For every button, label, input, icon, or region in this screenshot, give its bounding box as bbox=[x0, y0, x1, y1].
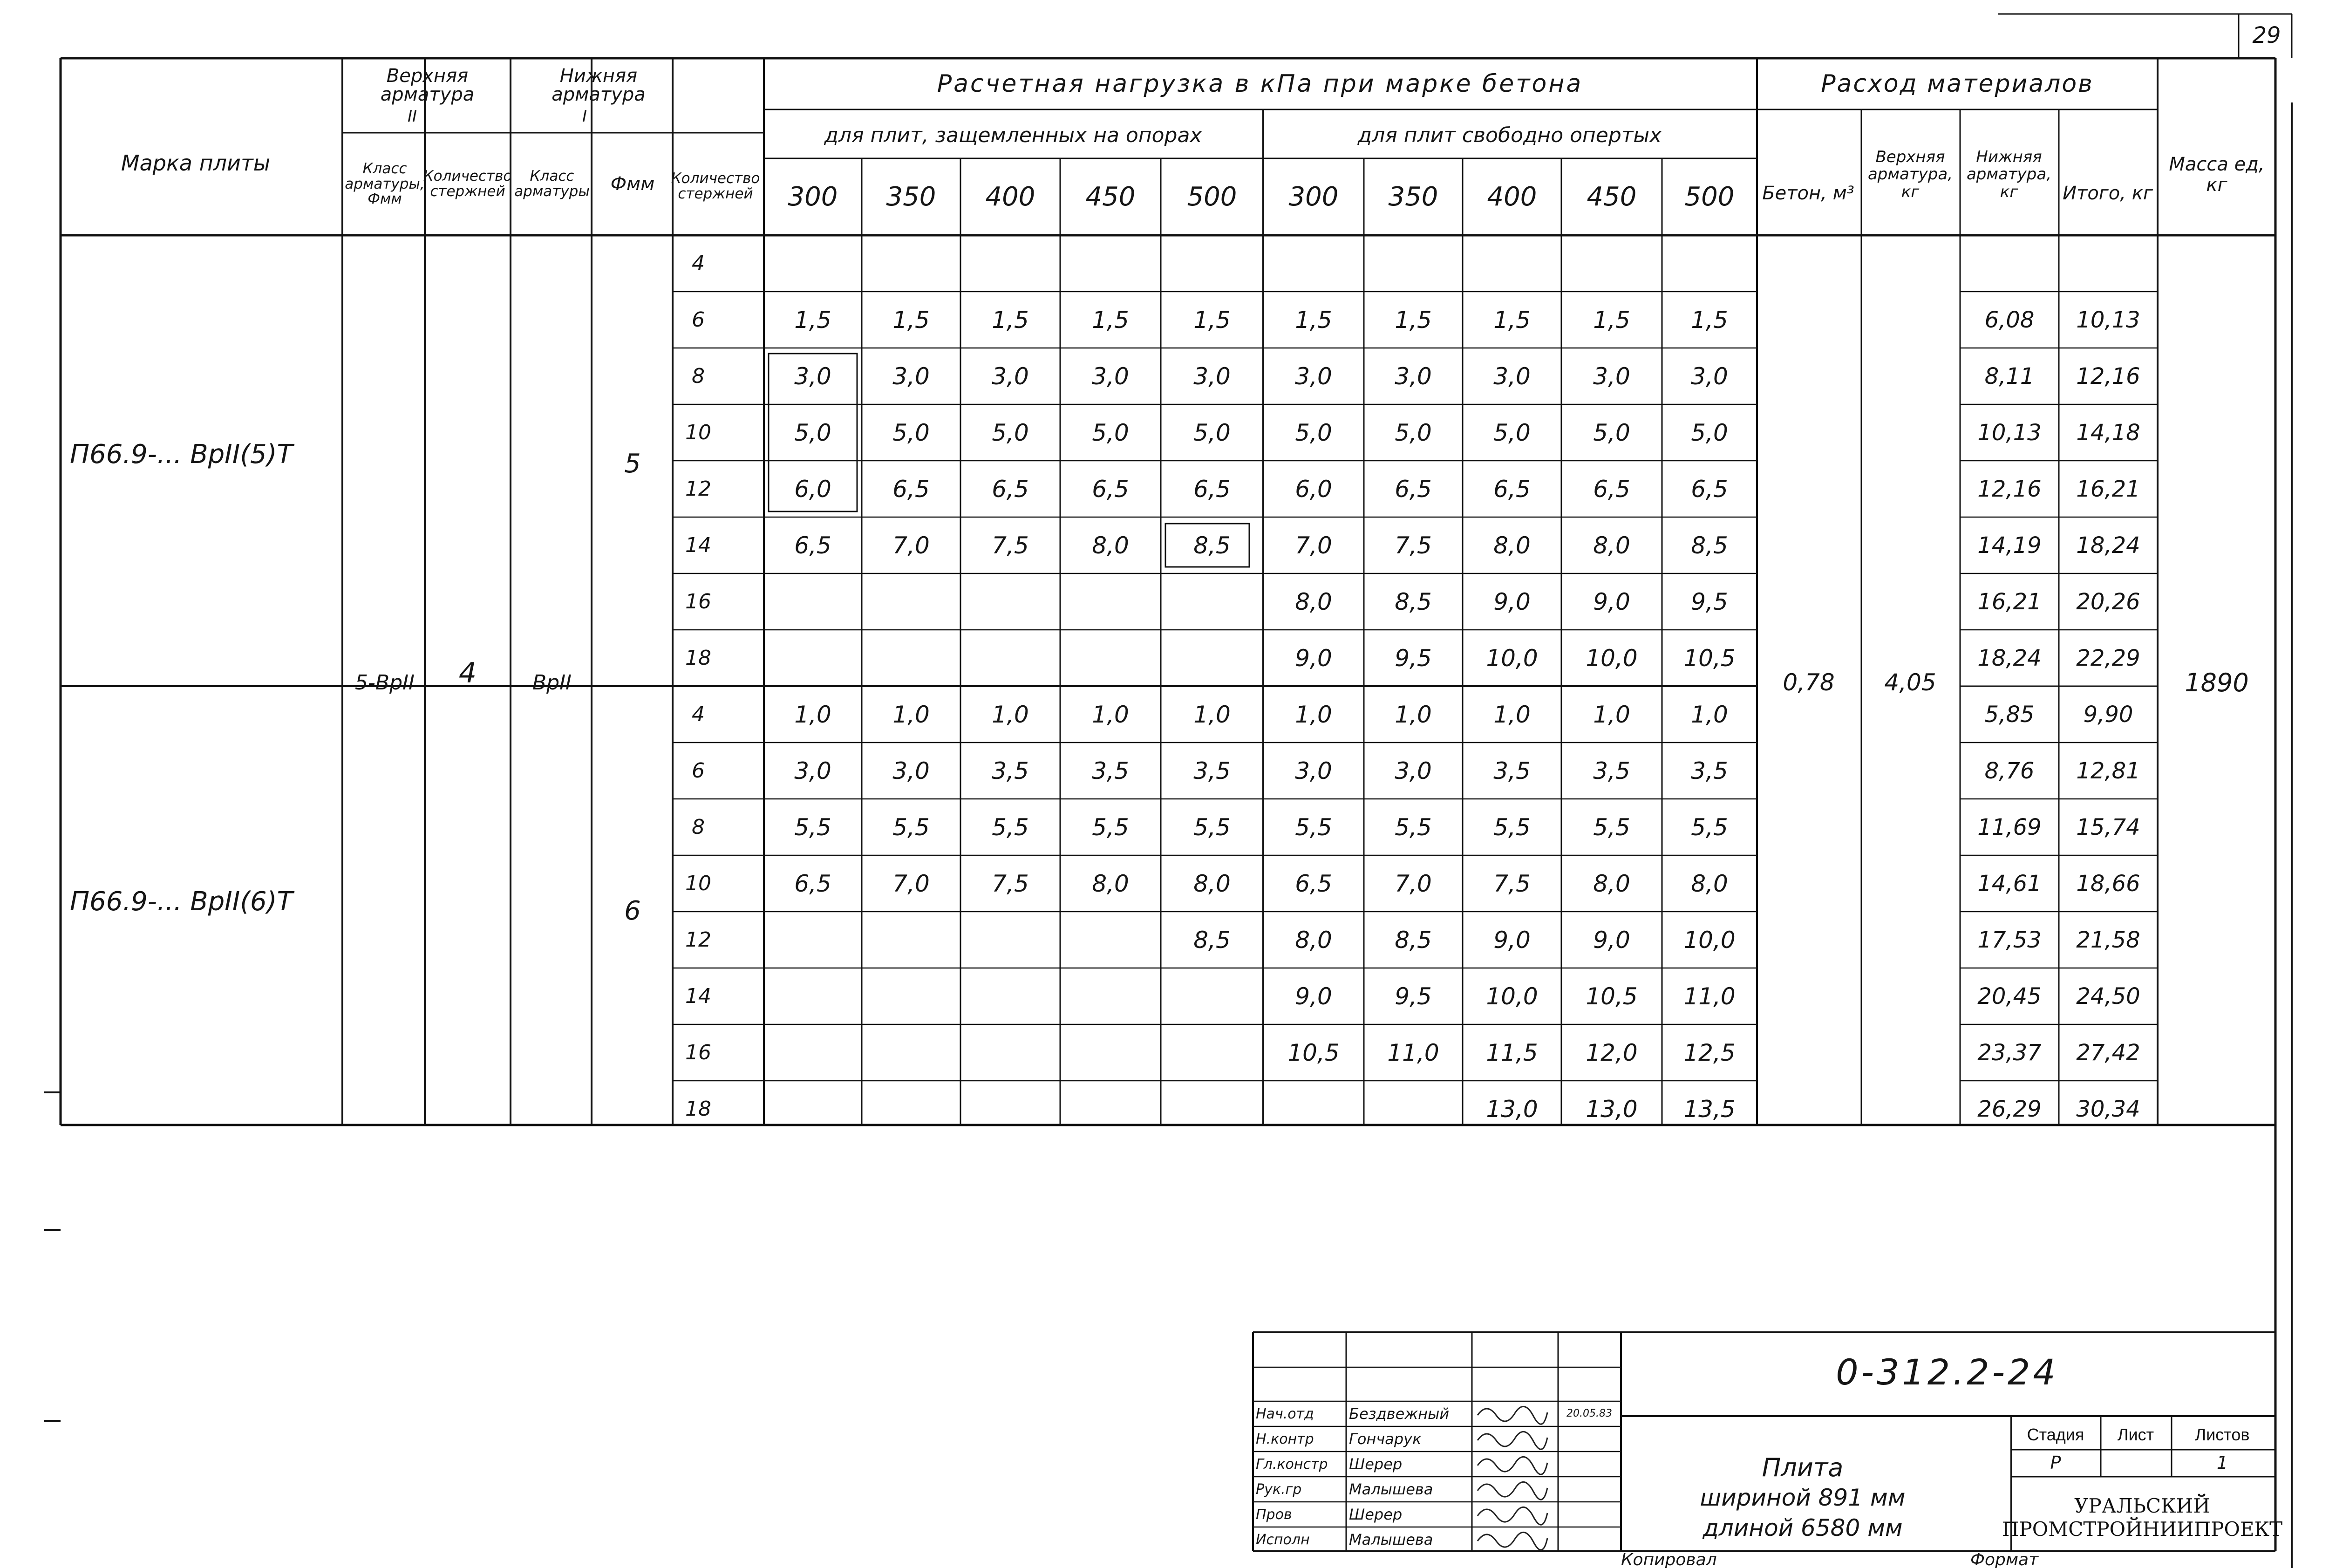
load-cell: 9,0 bbox=[1593, 926, 1630, 954]
total-steel-cell bbox=[2059, 235, 2158, 292]
header-top-count: Количество стержней bbox=[423, 168, 512, 200]
load-cell: 11,0 bbox=[1387, 1039, 1439, 1066]
load-cell bbox=[1060, 968, 1161, 1024]
footer-left: Копировал bbox=[1621, 1551, 1717, 1568]
header-bottom-class: Класс арматуры bbox=[514, 168, 590, 200]
load-cell: 3,5 bbox=[1193, 757, 1231, 784]
bottom-steel-cell: 6,08 bbox=[1984, 307, 2035, 333]
load-cell bbox=[1463, 235, 1561, 292]
load-cell: 5,5 bbox=[1593, 813, 1630, 841]
load-cell: 1,5 bbox=[992, 306, 1029, 334]
load-cell: 7,0 bbox=[1395, 870, 1432, 897]
staff-role: Пров bbox=[1256, 1506, 1292, 1523]
load-cell bbox=[862, 1081, 960, 1137]
header-materials: Расход материалов bbox=[1821, 70, 2094, 98]
load-cell bbox=[1060, 235, 1161, 292]
load-cell bbox=[960, 912, 1060, 968]
load-cell: 3,0 bbox=[992, 362, 1029, 390]
load-cell: 6,5 bbox=[892, 475, 930, 503]
staff-name: Бездвежный bbox=[1349, 1405, 1450, 1423]
header-free: для плит свободно опертых bbox=[1357, 123, 1662, 147]
header-marka: Марка плиты bbox=[121, 150, 271, 176]
load-cell: 7,0 bbox=[892, 870, 930, 897]
row-bar-count: 14 bbox=[685, 533, 711, 557]
load-cell: 9,0 bbox=[1493, 588, 1531, 615]
staff-role: Рук.гр bbox=[1256, 1481, 1302, 1498]
load-cell: 8,0 bbox=[1593, 532, 1630, 559]
grade-350-clamped: 350 bbox=[886, 182, 936, 212]
org-line2: ПРОМСТРОЙНИИПРОЕКТ bbox=[2002, 1517, 2283, 1541]
load-cell bbox=[862, 573, 960, 630]
load-cell: 6,5 bbox=[1295, 870, 1332, 897]
load-cell: 5,5 bbox=[1092, 813, 1129, 841]
load-cell: 6,0 bbox=[794, 475, 831, 503]
load-cell: 6,5 bbox=[1193, 475, 1231, 503]
row-bar-count: 6 bbox=[692, 759, 705, 783]
load-cell bbox=[1561, 235, 1662, 292]
load-cell: 3,0 bbox=[1295, 757, 1332, 784]
staff-name: Малышева bbox=[1349, 1531, 1433, 1548]
load-cell: 5,0 bbox=[1493, 419, 1531, 446]
load-cell: 8,0 bbox=[1593, 870, 1630, 897]
signature-0 bbox=[1478, 1406, 1547, 1424]
row-bar-count: 4 bbox=[692, 252, 705, 275]
load-cell: 5,5 bbox=[1493, 813, 1531, 841]
load-cell: 10,0 bbox=[1486, 644, 1538, 672]
group-mark-2: П66.9-... ВрII(6)Т bbox=[70, 886, 293, 917]
load-cell bbox=[1060, 630, 1161, 686]
load-cell bbox=[862, 968, 960, 1024]
bottom-steel-cell bbox=[1960, 235, 2059, 292]
load-cell: 8,5 bbox=[1193, 926, 1231, 954]
grade-300-free: 300 bbox=[1288, 182, 1339, 212]
header-top-arm: Верхняя арматура bbox=[380, 65, 475, 105]
row-bar-count: 4 bbox=[692, 702, 705, 726]
load-cell: 6,5 bbox=[1691, 475, 1728, 503]
load-cell bbox=[862, 1024, 960, 1081]
load-cell bbox=[960, 1081, 1060, 1137]
signature-2 bbox=[1478, 1457, 1547, 1474]
load-cell: 10,0 bbox=[1486, 982, 1538, 1010]
total-steel-cell: 20,26 bbox=[2076, 588, 2140, 615]
bottom-steel-cell: 20,45 bbox=[1977, 983, 2042, 1009]
load-cell: 1,5 bbox=[1691, 306, 1728, 334]
load-cell: 1,0 bbox=[1493, 701, 1531, 728]
bottom-steel-cell: 5,85 bbox=[1984, 701, 2035, 728]
load-cell: 6,5 bbox=[1395, 475, 1432, 503]
header-clamped: для плит, защемленных на опорах bbox=[824, 123, 1202, 147]
total-steel-cell: 18,66 bbox=[2076, 870, 2140, 897]
load-cell: 5,0 bbox=[1295, 419, 1332, 446]
load-cell bbox=[862, 912, 960, 968]
load-cell: 9,0 bbox=[1493, 926, 1531, 954]
load-cell: 5,0 bbox=[1691, 419, 1728, 446]
load-cell bbox=[1364, 1081, 1463, 1137]
load-cell: 5,0 bbox=[1593, 419, 1630, 446]
load-cell: 6,5 bbox=[794, 870, 831, 897]
load-cell bbox=[1263, 235, 1364, 292]
load-cell: 1,5 bbox=[1395, 306, 1432, 334]
header-bottom-count: Количество стержней bbox=[671, 170, 760, 202]
page-number: 29 bbox=[2252, 22, 2281, 48]
load-cell: 8,0 bbox=[1092, 870, 1129, 897]
load-cell: 5,5 bbox=[892, 813, 930, 841]
load-cell: 3,5 bbox=[1493, 757, 1531, 784]
load-cell bbox=[764, 1024, 862, 1081]
signature-5 bbox=[1478, 1532, 1547, 1550]
load-cell bbox=[764, 235, 862, 292]
header-bottom-arm-num: I bbox=[582, 107, 587, 126]
load-cell bbox=[960, 573, 1060, 630]
load-cell: 8,5 bbox=[1395, 588, 1432, 615]
staff-role: Н.контр bbox=[1256, 1431, 1314, 1447]
load-cell: 1,0 bbox=[1092, 701, 1129, 728]
org-line1: УРАЛЬСКИЙ bbox=[2074, 1494, 2210, 1517]
load-cell bbox=[1364, 235, 1463, 292]
load-cell: 1,5 bbox=[892, 306, 930, 334]
load-cell bbox=[862, 630, 960, 686]
load-cell: 5,5 bbox=[1395, 813, 1432, 841]
load-cell bbox=[1263, 1081, 1364, 1137]
load-cell: 7,0 bbox=[892, 532, 930, 559]
load-cell bbox=[1060, 1081, 1161, 1137]
load-cell: 6,5 bbox=[794, 532, 831, 559]
load-cell: 1,5 bbox=[1092, 306, 1129, 334]
staff-name: Шерер bbox=[1349, 1455, 1403, 1473]
row-bar-count: 6 bbox=[692, 308, 705, 332]
group-mark-1: П66.9-... ВрII(5)Т bbox=[70, 439, 293, 470]
load-cell: 5,0 bbox=[1092, 419, 1129, 446]
header-top-class: Класс арматуры, Фмм bbox=[345, 160, 425, 208]
load-cell: 8,0 bbox=[1092, 532, 1129, 559]
load-cell: 7,5 bbox=[1395, 532, 1432, 559]
load-cell bbox=[960, 235, 1060, 292]
load-cell bbox=[862, 235, 960, 292]
load-cell bbox=[1161, 1024, 1263, 1081]
header-top-arm-num: II bbox=[407, 107, 417, 126]
bottom-steel-cell: 17,53 bbox=[1977, 927, 2042, 953]
load-cell bbox=[1060, 573, 1161, 630]
bottom-steel-cell: 11,69 bbox=[1977, 814, 2042, 840]
load-cell: 3,5 bbox=[1691, 757, 1728, 784]
row-bar-count: 18 bbox=[685, 646, 711, 670]
total-steel-cell: 30,34 bbox=[2076, 1096, 2140, 1122]
signature-4 bbox=[1478, 1507, 1547, 1525]
row-bar-count: 12 bbox=[685, 928, 711, 952]
load-cell: 6,5 bbox=[1493, 475, 1531, 503]
sheets-label: Листов bbox=[2195, 1425, 2250, 1444]
load-cell: 8,5 bbox=[1193, 532, 1231, 559]
row-bar-count: 18 bbox=[685, 1097, 711, 1121]
load-cell: 13,5 bbox=[1683, 1095, 1736, 1123]
bottom-steel-cell: 14,19 bbox=[1977, 532, 2042, 559]
load-cell: 5,5 bbox=[992, 813, 1029, 841]
grade-400-free: 400 bbox=[1487, 182, 1537, 212]
load-cell: 1,0 bbox=[1691, 701, 1728, 728]
load-cell: 3,0 bbox=[892, 757, 930, 784]
bottom-class: ВрII bbox=[532, 670, 572, 695]
row-bar-count: 8 bbox=[692, 815, 705, 839]
stage-label: Стадия bbox=[2027, 1425, 2084, 1444]
load-cell: 1,5 bbox=[1193, 306, 1231, 334]
load-cell: 3,0 bbox=[1395, 362, 1432, 390]
load-cell: 7,5 bbox=[992, 532, 1029, 559]
row-bar-count: 16 bbox=[685, 590, 711, 614]
load-cell: 5,0 bbox=[992, 419, 1029, 446]
load-cell: 7,5 bbox=[1493, 870, 1531, 897]
staff-name: Шерер bbox=[1349, 1506, 1403, 1523]
concrete-volume: 0,78 bbox=[1783, 669, 1835, 696]
grade-450-clamped: 450 bbox=[1085, 182, 1136, 212]
load-cell: 1,0 bbox=[892, 701, 930, 728]
load-cell: 3,0 bbox=[892, 362, 930, 390]
load-cell: 8,0 bbox=[1193, 870, 1231, 897]
load-cell: 6,5 bbox=[992, 475, 1029, 503]
total-steel-cell: 22,29 bbox=[2076, 645, 2140, 671]
top-count: 4 bbox=[458, 657, 477, 689]
header-load-title: Расчетная нагрузка в кПа при марке бетона bbox=[937, 70, 1583, 98]
total-steel-cell: 10,13 bbox=[2076, 307, 2140, 333]
unit-mass: 1890 bbox=[2185, 668, 2249, 697]
load-cell: 1,5 bbox=[1593, 306, 1630, 334]
total-steel-cell: 12,81 bbox=[2076, 757, 2140, 784]
bottom-steel-cell: 16,21 bbox=[1977, 588, 2042, 615]
load-cell: 6,5 bbox=[1593, 475, 1630, 503]
load-cell bbox=[1060, 912, 1161, 968]
load-cell: 3,0 bbox=[794, 757, 831, 784]
title-line2: шириной 891 мм bbox=[1700, 1484, 1906, 1511]
load-cell: 5,0 bbox=[1395, 419, 1432, 446]
load-cell: 1,0 bbox=[1593, 701, 1630, 728]
load-cell: 12,0 bbox=[1586, 1039, 1638, 1066]
load-cell bbox=[764, 912, 862, 968]
load-cell bbox=[1161, 630, 1263, 686]
total-steel-cell: 12,16 bbox=[2076, 363, 2140, 389]
load-cell: 1,5 bbox=[1493, 306, 1531, 334]
load-cell: 6,5 bbox=[1092, 475, 1129, 503]
grade-350-free: 350 bbox=[1388, 182, 1438, 212]
signature-1 bbox=[1478, 1432, 1547, 1449]
staff-role: Гл.констр bbox=[1256, 1456, 1328, 1473]
load-cell: 1,0 bbox=[1395, 701, 1432, 728]
load-cell bbox=[764, 968, 862, 1024]
total-steel-cell: 21,58 bbox=[2076, 927, 2140, 953]
title-line3: длиной 6580 мм bbox=[1702, 1514, 1903, 1541]
load-cell: 3,5 bbox=[1593, 757, 1630, 784]
load-cell: 8,0 bbox=[1493, 532, 1531, 559]
header-total: Итого, кг bbox=[2063, 183, 2153, 204]
load-cell: 3,5 bbox=[1092, 757, 1129, 784]
load-cell: 1,0 bbox=[992, 701, 1029, 728]
load-cell bbox=[1161, 235, 1263, 292]
load-cell: 3,0 bbox=[1691, 362, 1728, 390]
load-cell: 9,5 bbox=[1395, 644, 1432, 672]
load-cell: 7,0 bbox=[1295, 532, 1332, 559]
load-cell: 9,0 bbox=[1295, 982, 1332, 1010]
group-diameter-2: 6 bbox=[624, 895, 641, 926]
load-cell: 12,5 bbox=[1683, 1039, 1736, 1066]
load-cell: 5,5 bbox=[1295, 813, 1332, 841]
load-cell: 1,5 bbox=[1295, 306, 1332, 334]
group-diameter-1: 5 bbox=[624, 448, 641, 479]
header-bottom-arm: Нижняя арматура bbox=[552, 65, 646, 105]
load-cell: 8,5 bbox=[1691, 532, 1728, 559]
load-cell: 10,0 bbox=[1683, 926, 1736, 954]
load-cell: 10,5 bbox=[1586, 982, 1638, 1010]
total-steel-cell: 16,21 bbox=[2076, 476, 2140, 502]
sheet-label: Лист bbox=[2117, 1425, 2154, 1444]
load-cell: 1,0 bbox=[794, 701, 831, 728]
load-cell bbox=[764, 573, 862, 630]
total-steel-cell: 24,50 bbox=[2076, 983, 2140, 1009]
sheets-value: 1 bbox=[2216, 1452, 2228, 1473]
staff-role: Исполн bbox=[1256, 1531, 1310, 1548]
load-cell: 5,0 bbox=[892, 419, 930, 446]
staff-role: Нач.отд bbox=[1256, 1405, 1314, 1422]
load-cell: 13,0 bbox=[1586, 1095, 1638, 1123]
approval-date: 20.05.83 bbox=[1566, 1407, 1612, 1419]
title-line1: Плита bbox=[1762, 1452, 1844, 1482]
header-top-steel: Верхняя арматура, кг bbox=[1867, 147, 1953, 201]
load-cell: 1,0 bbox=[1295, 701, 1332, 728]
top-steel-mass: 4,05 bbox=[1884, 669, 1936, 696]
grade-300-clamped: 300 bbox=[788, 182, 838, 212]
load-cell: 3,0 bbox=[794, 362, 831, 390]
bottom-steel-cell: 14,61 bbox=[1977, 870, 2042, 897]
load-cell bbox=[764, 630, 862, 686]
header-concrete: Бетон, м³ bbox=[1762, 183, 1854, 204]
load-cell: 10,5 bbox=[1287, 1039, 1340, 1066]
load-cell: 6,0 bbox=[1295, 475, 1332, 503]
load-cell: 1,5 bbox=[794, 306, 831, 334]
load-cell: 3,0 bbox=[1493, 362, 1531, 390]
load-cell: 11,5 bbox=[1486, 1039, 1538, 1066]
load-cell bbox=[960, 968, 1060, 1024]
load-cell bbox=[764, 1081, 862, 1137]
load-cell bbox=[1060, 1024, 1161, 1081]
grade-500-free: 500 bbox=[1684, 182, 1735, 212]
footer-right: Формат bbox=[1970, 1551, 2039, 1568]
load-cell: 1,0 bbox=[1193, 701, 1231, 728]
bottom-steel-cell: 10,13 bbox=[1977, 419, 2042, 446]
load-cell: 5,0 bbox=[794, 419, 831, 446]
load-cell: 8,0 bbox=[1295, 926, 1332, 954]
load-cell: 3,0 bbox=[1295, 362, 1332, 390]
load-cell: 5,0 bbox=[1193, 419, 1231, 446]
load-cell bbox=[960, 630, 1060, 686]
load-cell: 10,5 bbox=[1683, 644, 1736, 672]
row-bar-count: 12 bbox=[685, 477, 711, 501]
total-steel-cell: 27,42 bbox=[2076, 1039, 2140, 1066]
top-class: 5-ВрII bbox=[355, 670, 415, 695]
row-bar-count: 10 bbox=[685, 872, 711, 895]
load-cell: 3,0 bbox=[1092, 362, 1129, 390]
load-cell bbox=[1161, 1081, 1263, 1137]
staff-name: Малышева bbox=[1349, 1480, 1433, 1498]
total-steel-cell: 14,18 bbox=[2076, 419, 2140, 446]
total-steel-cell: 15,74 bbox=[2076, 814, 2140, 840]
row-bar-count: 8 bbox=[692, 364, 705, 388]
bottom-steel-cell: 18,24 bbox=[1977, 645, 2042, 671]
header-mass: Масса ед, кг bbox=[2169, 154, 2265, 196]
signature-3 bbox=[1478, 1482, 1547, 1500]
row-bar-count: 14 bbox=[685, 984, 711, 1008]
bottom-steel-cell: 26,29 bbox=[1977, 1096, 2042, 1122]
load-cell bbox=[960, 1024, 1060, 1081]
bottom-steel-cell: 12,16 bbox=[1977, 476, 2042, 502]
load-cell: 8,0 bbox=[1295, 588, 1332, 615]
bottom-steel-cell: 8,76 bbox=[1984, 757, 2035, 784]
load-cell: 5,5 bbox=[794, 813, 831, 841]
load-cell: 8,0 bbox=[1691, 870, 1728, 897]
load-cell: 9,0 bbox=[1295, 644, 1332, 672]
bottom-steel-cell: 23,37 bbox=[1977, 1039, 2042, 1066]
load-cell: 5,5 bbox=[1193, 813, 1231, 841]
load-cell bbox=[1161, 968, 1263, 1024]
load-cell: 7,5 bbox=[992, 870, 1029, 897]
row-bar-count: 16 bbox=[685, 1041, 711, 1064]
header-diameter: Фмм bbox=[610, 173, 655, 195]
bottom-steel-cell: 8,11 bbox=[1984, 363, 2035, 389]
total-steel-cell: 9,90 bbox=[2083, 701, 2133, 728]
load-cell: 8,5 bbox=[1395, 926, 1432, 954]
load-cell bbox=[1161, 573, 1263, 630]
grade-450-free: 450 bbox=[1587, 182, 1637, 212]
doc-number: 0-312.2-24 bbox=[1836, 1351, 2058, 1393]
load-cell: 13,0 bbox=[1486, 1095, 1538, 1123]
load-cell: 9,5 bbox=[1691, 588, 1728, 615]
load-cell: 11,0 bbox=[1683, 982, 1736, 1010]
load-cell: 3,0 bbox=[1193, 362, 1231, 390]
load-cell: 3,0 bbox=[1593, 362, 1630, 390]
load-cell: 9,0 bbox=[1593, 588, 1630, 615]
row-bar-count: 10 bbox=[685, 421, 711, 444]
load-cell: 9,5 bbox=[1395, 982, 1432, 1010]
grade-400-clamped: 400 bbox=[985, 182, 1035, 212]
load-cell: 3,5 bbox=[992, 757, 1029, 784]
stage-value: Р bbox=[2050, 1452, 2061, 1473]
staff-name: Гончарук bbox=[1349, 1430, 1422, 1448]
load-cell: 10,0 bbox=[1586, 644, 1638, 672]
load-cell: 5,5 bbox=[1691, 813, 1728, 841]
load-cell: 3,0 bbox=[1395, 757, 1432, 784]
grade-500-clamped: 500 bbox=[1187, 182, 1237, 212]
total-steel-cell: 18,24 bbox=[2076, 532, 2140, 559]
load-cell bbox=[1662, 235, 1757, 292]
header-bottom-steel: Нижняя арматура, кг bbox=[1966, 147, 2052, 201]
